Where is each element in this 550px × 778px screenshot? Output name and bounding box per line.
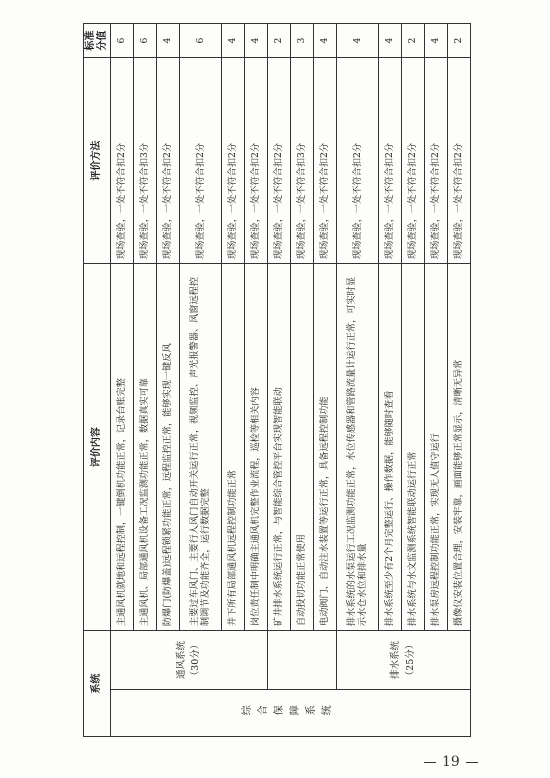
table-header-row [84,24,111,737]
table-row [447,24,470,737]
outer-system-label: 综合保障系统 [240,706,337,718]
content-cell: 主要过车风门、主要行人风门自动开关运行正常，视频监控、声光报警器、风窗远程控制调节及功能齐全，运行数据完整 [180,264,221,631]
method-cell: 现场查验，一处不符合扣2分 [157,58,180,264]
score-cell: 6 [180,24,221,58]
table-row [244,24,267,737]
score-cell: 2 [267,24,290,58]
content-cell: 主通风机、局部通风机设备工况监测功能正常，数据真实可靠 [134,264,157,631]
method-cell: 现场查验，一处不符合扣2分 [221,58,244,264]
score-cell: 2 [401,24,424,58]
method-cell: 现场查验，一处不符合扣2分 [180,58,221,264]
table-row [314,24,337,737]
table-row [111,24,134,737]
method-cell: 现场查验，一处不符合扣2分 [337,58,378,264]
score-cell: 4 [157,24,180,58]
method-cell: 现场查验，一处不符合扣2分 [424,58,447,264]
score-cell: 4 [378,24,401,58]
table-row [401,24,424,737]
method-cell: 现场查验，一处不符合扣2分 [401,58,424,264]
method-cell: 现场查验，一处不符合扣2分 [447,58,470,264]
page-number-dash-left [424,762,436,763]
score-cell: 4 [221,24,244,58]
method-cell: 现场查验，一处不符合扣2分 [111,58,134,264]
table-row [157,24,180,737]
score-cell: 6 [111,24,134,58]
outer-system-cell [111,689,471,736]
content-cell: 排水系统的水泵运行工况监测功能正常，水位传感器和管路流量计运行正常，可实时显示水仓水位和排水量 [337,264,378,631]
score-cell: 6 [134,24,157,58]
content-cell: 排水系统与水文监测系统智能联动运行正常 [401,264,424,631]
score-cell: 2 [447,24,470,58]
table-row [180,24,221,737]
subsystem-cell: 通风系统（30分） [111,631,268,690]
content-cell: 电动阀门、自动注水装置等运行正常，具备远程控制功能 [314,264,337,631]
table-row [221,24,244,737]
table-row [267,24,290,737]
method-cell: 现场查验，一处不符合扣2分 [267,58,290,264]
header-system: 系统 [84,631,111,737]
table-row [290,24,313,737]
content-cell: 排水泵房远程控制功能正常，实现无人值守运行 [424,264,447,631]
content-cell: 主通风机就地和远程控制，一键倒机功能正常，记录台账完整 [111,264,134,631]
table-body [111,24,471,737]
content-cell: 排水系统至少有2个月完整运行、操作数据，能够随时查看 [378,264,401,631]
method-cell: 现场查验，一处不符合扣2分 [378,58,401,264]
score-cell: 3 [290,24,313,58]
header-content: 评价内容 [84,264,111,631]
score-cell: 4 [337,24,378,58]
page-number [418,754,484,770]
method-cell: 现场查验，一处不符合扣3分 [290,58,313,264]
content-cell: 摄像仪安装位置合理，安装牢靠，画面能够正常显示，清晰无异常 [447,264,470,631]
content-cell: 矿井排水系统运行正常，与智能综合管控平台实现智能联动 [267,264,290,631]
subsystem-cell [267,631,336,690]
subsystem-cell: 排水系统（25分） [337,631,471,690]
content-cell: 井下所有局部通风机远程控制功能正常 [221,264,244,631]
method-cell: 现场查验，一处不符合扣3分 [134,58,157,264]
content-cell: 自动投切功能正常使用 [290,264,313,631]
header-score: 标准分值 [84,24,111,58]
header-method: 评价方法 [84,58,111,264]
table-row [337,24,378,737]
table-frame [83,23,471,737]
content-cell: 防爆门(防爆盖)远程锁紧功能正常，远程监控正常，能够实现一键反风 [157,264,180,631]
table-row [134,24,157,737]
score-cell: 4 [314,24,337,58]
page-number-text: 19 [442,754,460,770]
page-number-dash-right [466,762,478,763]
table-row [378,24,401,737]
score-cell: 4 [244,24,267,58]
content-cell: 岗位责任制中明确主通风机完整作业流程，巡检等相关内容 [244,264,267,631]
method-cell: 现场查验，一处不符合扣2分 [314,58,337,264]
evaluation-table [83,23,471,737]
method-cell: 现场查验，一处不符合扣2分 [244,58,267,264]
table-row [424,24,447,737]
score-cell: 4 [424,24,447,58]
